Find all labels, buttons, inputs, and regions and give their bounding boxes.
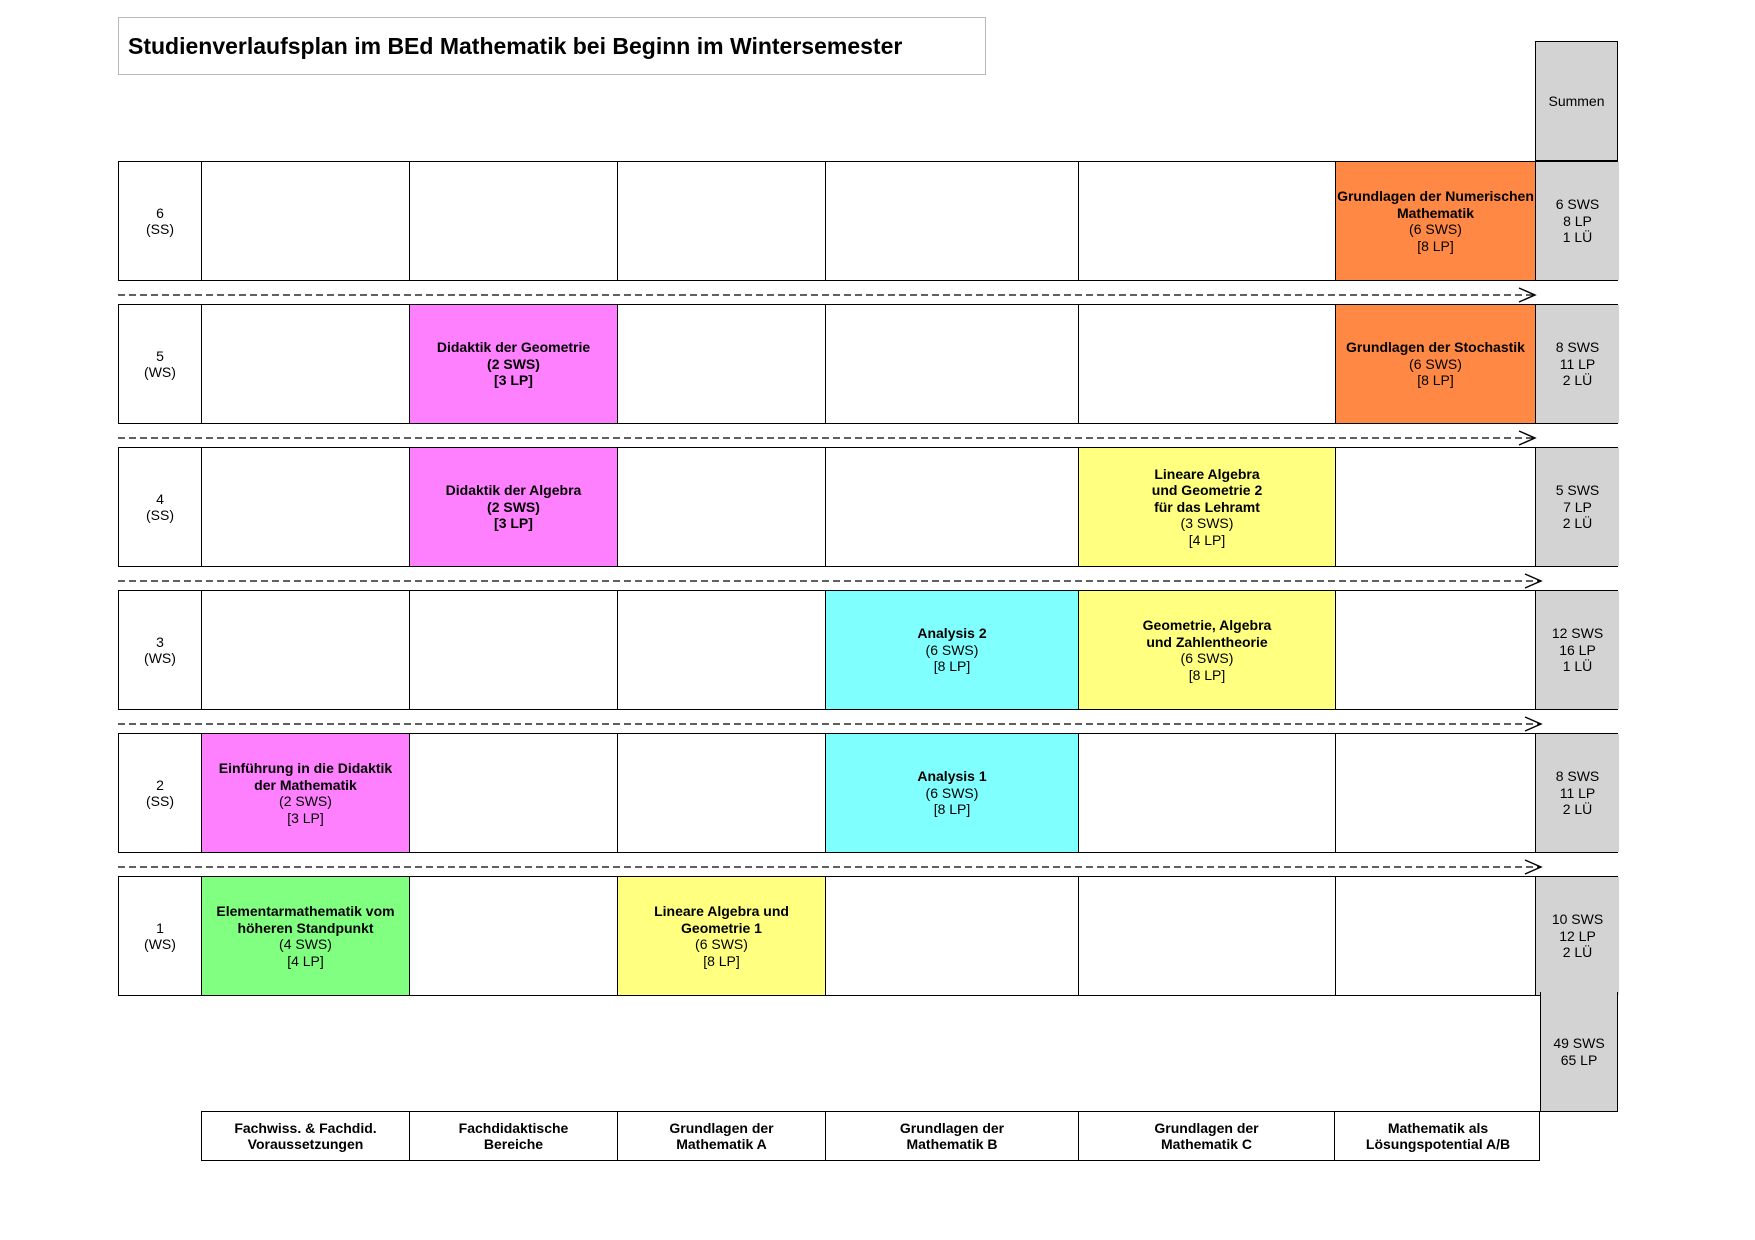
category-label: Grundlagen der Mathematik B	[826, 1112, 1079, 1160]
sum-line: 8 SWS	[1555, 339, 1600, 356]
progression-arrow	[118, 285, 1548, 305]
module-title: Grundlagen der Stochastik	[1346, 339, 1525, 356]
sum-line: 5 SWS	[1555, 482, 1600, 499]
page-title	[118, 17, 986, 75]
total-sws: 49 SWS	[1553, 1035, 1605, 1051]
sum-line: 2 LÜ	[1562, 944, 1593, 961]
module-lp: [8 LP]	[703, 952, 740, 969]
module-title: Lineare Algebra und Geometrie 2 für das Lehramt	[1151, 465, 1263, 515]
module-block	[1079, 591, 1336, 709]
module-lp: [4 LP]	[1188, 531, 1226, 548]
module-cell	[202, 305, 410, 423]
module-lp: [3 LP]	[494, 515, 533, 532]
module-cell	[1336, 734, 1536, 852]
summen-header	[1535, 41, 1618, 161]
module-cell	[202, 162, 410, 280]
sum-line: 12 LP	[1559, 927, 1596, 944]
module-cell	[410, 162, 618, 280]
total-lp: 65 LP	[1560, 1051, 1598, 1068]
semester-sums	[1536, 305, 1619, 423]
semester-type: (SS)	[146, 507, 174, 523]
sum-line: 2 LÜ	[1562, 801, 1593, 818]
module-title: Einführung in die Didaktik der Mathematik	[218, 760, 393, 793]
semester-sums	[1536, 877, 1619, 995]
sum-line: 8 SWS	[1555, 768, 1600, 785]
module-block	[1336, 305, 1536, 423]
module-block	[618, 877, 826, 995]
sum-line: 12 SWS	[1551, 625, 1604, 642]
semester-type: (WS)	[144, 364, 176, 380]
semester-sums	[1536, 162, 1619, 280]
module-cell	[1336, 877, 1536, 995]
module-cell	[1336, 591, 1536, 709]
module-sws: (2 SWS)	[487, 355, 540, 372]
module-cell	[618, 591, 826, 709]
module-lp: [4 LP]	[287, 952, 324, 969]
module-cell	[826, 162, 1079, 280]
semester-type: (SS)	[146, 793, 174, 809]
summen-label: Summen	[1548, 93, 1605, 109]
sum-line: 10 SWS	[1551, 911, 1604, 928]
sum-line: 1 LÜ	[1562, 229, 1593, 246]
module-lp: [8 LP]	[933, 658, 971, 675]
module-cell	[1079, 877, 1336, 995]
module-cell	[826, 305, 1079, 423]
module-title: Didaktik der Geometrie	[436, 339, 591, 356]
category-label: Grundlagen der Mathematik C	[1079, 1112, 1335, 1160]
module-cell	[618, 734, 826, 852]
module-lp: [8 LP]	[1188, 666, 1226, 683]
module-cell	[618, 162, 826, 280]
module-cell	[202, 448, 410, 566]
total-sums	[1540, 992, 1618, 1112]
module-sws: (2 SWS)	[487, 498, 540, 515]
module-title: Analysis 1	[917, 768, 987, 785]
semester-sums	[1536, 448, 1619, 566]
sum-line: 2 LÜ	[1562, 515, 1593, 532]
semester-number: 4	[156, 490, 164, 507]
semester-sums	[1536, 734, 1619, 852]
semester-type: (SS)	[146, 221, 174, 237]
semester-label-cell	[119, 734, 202, 852]
sum-line: 8 LP	[1563, 212, 1592, 229]
module-cell	[202, 591, 410, 709]
module-block	[1079, 448, 1336, 566]
semester-type: (WS)	[144, 650, 176, 666]
module-title: Didaktik der Algebra	[445, 482, 582, 499]
semester-label-cell	[119, 162, 202, 280]
module-sws: (6 SWS)	[1180, 650, 1234, 666]
semester-row	[118, 304, 1618, 424]
module-cell	[410, 734, 618, 852]
module-title: Geometrie, Algebra und Zahlentheorie	[1142, 617, 1272, 650]
progression-arrow	[118, 428, 1548, 448]
progression-arrow	[118, 571, 1548, 591]
semester-row	[118, 590, 1618, 710]
module-cell	[826, 448, 1079, 566]
module-cell	[1079, 734, 1336, 852]
semester-number: 3	[156, 633, 164, 650]
module-block	[410, 448, 618, 566]
module-lp: [8 LP]	[933, 801, 971, 818]
module-sws: (6 SWS)	[1409, 355, 1462, 372]
module-block	[1336, 162, 1536, 280]
module-sws: (6 SWS)	[1409, 221, 1462, 237]
semester-number: 5	[156, 347, 164, 364]
sum-line: 1 LÜ	[1562, 658, 1593, 675]
module-cell	[1079, 162, 1336, 280]
module-cell	[618, 448, 826, 566]
semester-label-cell	[119, 448, 202, 566]
semester-row	[118, 733, 1618, 853]
module-lp: [8 LP]	[1417, 237, 1454, 254]
sum-line: 16 LP	[1559, 641, 1596, 658]
page-title-text: Studienverlaufsplan im BEd Mathematik bei Beginn im Wintersemester	[128, 32, 903, 59]
semester-row	[118, 876, 1618, 996]
module-sws: (3 SWS)	[1180, 515, 1234, 532]
progression-arrow	[118, 714, 1548, 734]
module-lp: [3 LP]	[494, 372, 533, 389]
sum-line: 2 LÜ	[1562, 372, 1593, 389]
category-label: Grundlagen der Mathematik A	[618, 1112, 826, 1160]
module-title: Grundlagen der Numerischen Mathematik	[1337, 188, 1534, 221]
category-label: Mathematik als Lösungspotential A/B	[1365, 1119, 1511, 1152]
sum-line: 6 SWS	[1555, 196, 1600, 213]
semester-type: (WS)	[144, 936, 176, 952]
module-title: Analysis 2	[917, 625, 987, 642]
module-cell	[410, 877, 618, 995]
category-row	[201, 1111, 1540, 1161]
module-block	[202, 877, 410, 995]
category-label: Fachwiss. & Fachdid. Voraussetzungen	[202, 1112, 410, 1160]
sum-line: 11 LP	[1559, 355, 1596, 372]
module-cell	[1079, 305, 1336, 423]
module-block	[202, 734, 410, 852]
module-sws: (6 SWS)	[925, 641, 979, 658]
module-block	[826, 591, 1079, 709]
module-sws: (2 SWS)	[279, 793, 332, 809]
module-cell	[1336, 448, 1536, 566]
module-cell	[410, 591, 618, 709]
semester-number: 1	[156, 919, 164, 936]
semester-row	[118, 161, 1618, 281]
semester-number: 6	[156, 204, 164, 221]
module-cell	[618, 305, 826, 423]
module-lp: [3 LP]	[287, 809, 324, 826]
semester-row	[118, 447, 1618, 567]
module-lp: [8 LP]	[1417, 372, 1454, 389]
module-block	[410, 305, 618, 423]
semester-label-cell	[119, 591, 202, 709]
module-sws: (4 SWS)	[279, 936, 332, 952]
module-sws: (6 SWS)	[695, 936, 748, 952]
module-cell	[826, 877, 1079, 995]
module-block	[826, 734, 1079, 852]
module-title: Elementarmathematik vom höheren Standpunkt	[216, 903, 395, 936]
module-title: Lineare Algebra und Geometrie 1	[654, 903, 789, 936]
semester-label-cell	[119, 877, 202, 995]
progression-arrow	[118, 857, 1548, 877]
sum-line: 11 LP	[1559, 784, 1596, 801]
category-label: Fachdidaktische Bereiche	[410, 1112, 618, 1160]
module-sws: (6 SWS)	[925, 784, 979, 801]
semester-number: 2	[156, 776, 164, 793]
semester-label-cell	[119, 305, 202, 423]
semester-sums	[1536, 591, 1619, 709]
sum-line: 7 LP	[1563, 498, 1592, 515]
